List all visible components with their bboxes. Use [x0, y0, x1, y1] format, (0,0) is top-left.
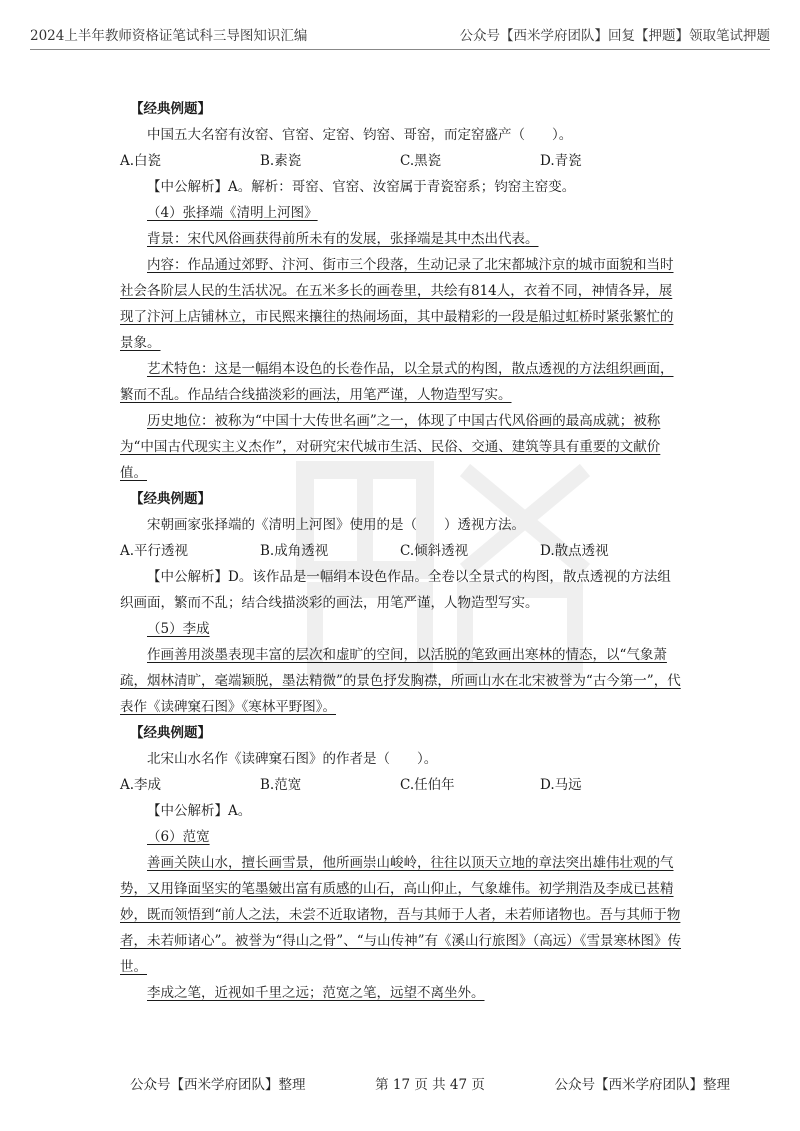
text-paragraph: 【中公解析】D。该作品是一幅绢本设色作品。全卷以全景式的构图，散点透视的方法组织画面，繁而不乱；结合线描淡彩的画法，用笔严谨，人物造型写实。	[120, 569, 671, 611]
text-paragraph: 作画善用淡墨表现丰富的层次和虚旷的空间，以活脱的笔致画出寒林的情态，以“气象萧疏，烟林清旷，毫端颖脱，墨法精微”的景色抒发胸襟，所画山水在北宋被誉为“古今第一”，代表作《读碑窠石图》《寒林平野图》。	[120, 647, 681, 715]
text-paragraph: 善画关陕山水，擅长画雪景，他所画崇山峻岭，往往以顶天立地的章法突出雄伟壮观的气势，又用锋面坚实的笔墨皴出富有质感的山石，高山仰止，气象雄伟。初学荆浩及李成已甚精妙，既而领悟到“前人之法，未尝不近取诸物，吾与其师于人者，未若师诸物也。吾与其师于物者，未若师诸心”。被誉为“得山之骨”、“与山传神”有《溪山行旅图》（高远）《雪景寒林图》传世。	[120, 855, 682, 975]
example-heading: 【经典例题】	[130, 491, 211, 507]
text-paragraph: 【中公解析】A。	[147, 803, 252, 819]
answer-options	[120, 148, 682, 174]
text-paragraph: 中国五大名窑有汝窑、官窑、定窑、钧窑、哥窑，而定窑盛产（ ）。	[147, 127, 573, 143]
answer-option: C.任伯年	[400, 777, 455, 793]
answer-option: D.青瓷	[540, 153, 582, 169]
text-paragraph: 内容：作品通过郊野、汴河、街市三个段落，生动记录了北宋都城汴京的城市面貌和当时社会各阶层人民的生活状况。在五米多长的画卷里，共绘有814人，衣着不同，神情各异，展现了汴河上店铺林立，市民熙来攘往的热闹场面，其中最精彩的一段是船过虹桥时紧张繁忙的景象。	[120, 257, 674, 351]
answer-options	[120, 772, 682, 798]
answer-option: C.黑瓷	[400, 153, 442, 169]
page-number: 第 17 页 共 47 页	[375, 1077, 485, 1093]
text-paragraph: 北宋山水名作《读碑窠石图》的作者是（ ）。	[147, 751, 438, 767]
header-right: 公众号【西米学府团队】回复【押题】领取笔试押题	[459, 28, 770, 44]
page-header	[30, 24, 770, 50]
answer-option: C.倾斜透视	[400, 543, 469, 559]
answer-option: D.散点透视	[540, 543, 609, 559]
example-heading: 【经典例题】	[130, 101, 211, 117]
text-paragraph: 背景：宋代风俗画获得前所未有的发展，张择端是其中杰出代表。	[147, 231, 539, 247]
text-paragraph: （6）范宽	[147, 829, 210, 845]
footer-left: 公众号【西米学府团队】整理	[130, 1077, 306, 1093]
page-footer	[130, 1073, 730, 1093]
answer-option: A.白瓷	[120, 153, 162, 169]
text-paragraph: 李成之笔，近视如千里之远；范宽之笔，远望不离坐外。	[147, 985, 485, 1001]
text-paragraph: 艺术特色：这是一幅绢本设色的长卷作品，以全景式的构图，散点透视的方法组织画面，繁而不乱。作品结合线描淡彩的画法，用笔严谨，人物造型写实。	[120, 361, 674, 403]
example-heading: 【经典例题】	[130, 725, 211, 741]
answer-option: B.成角透视	[260, 543, 329, 559]
answer-option: B.素瓷	[260, 153, 302, 169]
header-left: 2024上半年教师资格证笔试科三导图知识汇编	[30, 28, 308, 44]
footer-right: 公众号【西米学府团队】整理	[554, 1077, 730, 1093]
text-paragraph: 【中公解析】A。解析：哥窑、官窑、汝窑属于青瓷窑系；钧窑主窑变。	[147, 179, 576, 195]
text-paragraph: 历史地位：被称为“中国十大传世名画”之一，体现了中国古代风俗画的最高成就；被称为“中国古代现实主义杰作”，对研究宋代城市生活、民俗、交通、建筑等具有重要的文献价值。	[120, 413, 661, 481]
page-content	[120, 96, 682, 1006]
answer-option: A.平行透视	[120, 543, 189, 559]
answer-option: A.李成	[120, 777, 162, 793]
text-paragraph: （5）李成	[147, 621, 210, 637]
answer-options	[120, 538, 682, 564]
answer-option: D.马远	[540, 777, 582, 793]
text-paragraph: （4）张择端《清明上河图》	[147, 205, 318, 221]
answer-option: B.范宽	[260, 777, 302, 793]
text-paragraph: 宋朝画家张择端的《清明上河图》使用的是（ ）透视方法。	[147, 517, 525, 533]
